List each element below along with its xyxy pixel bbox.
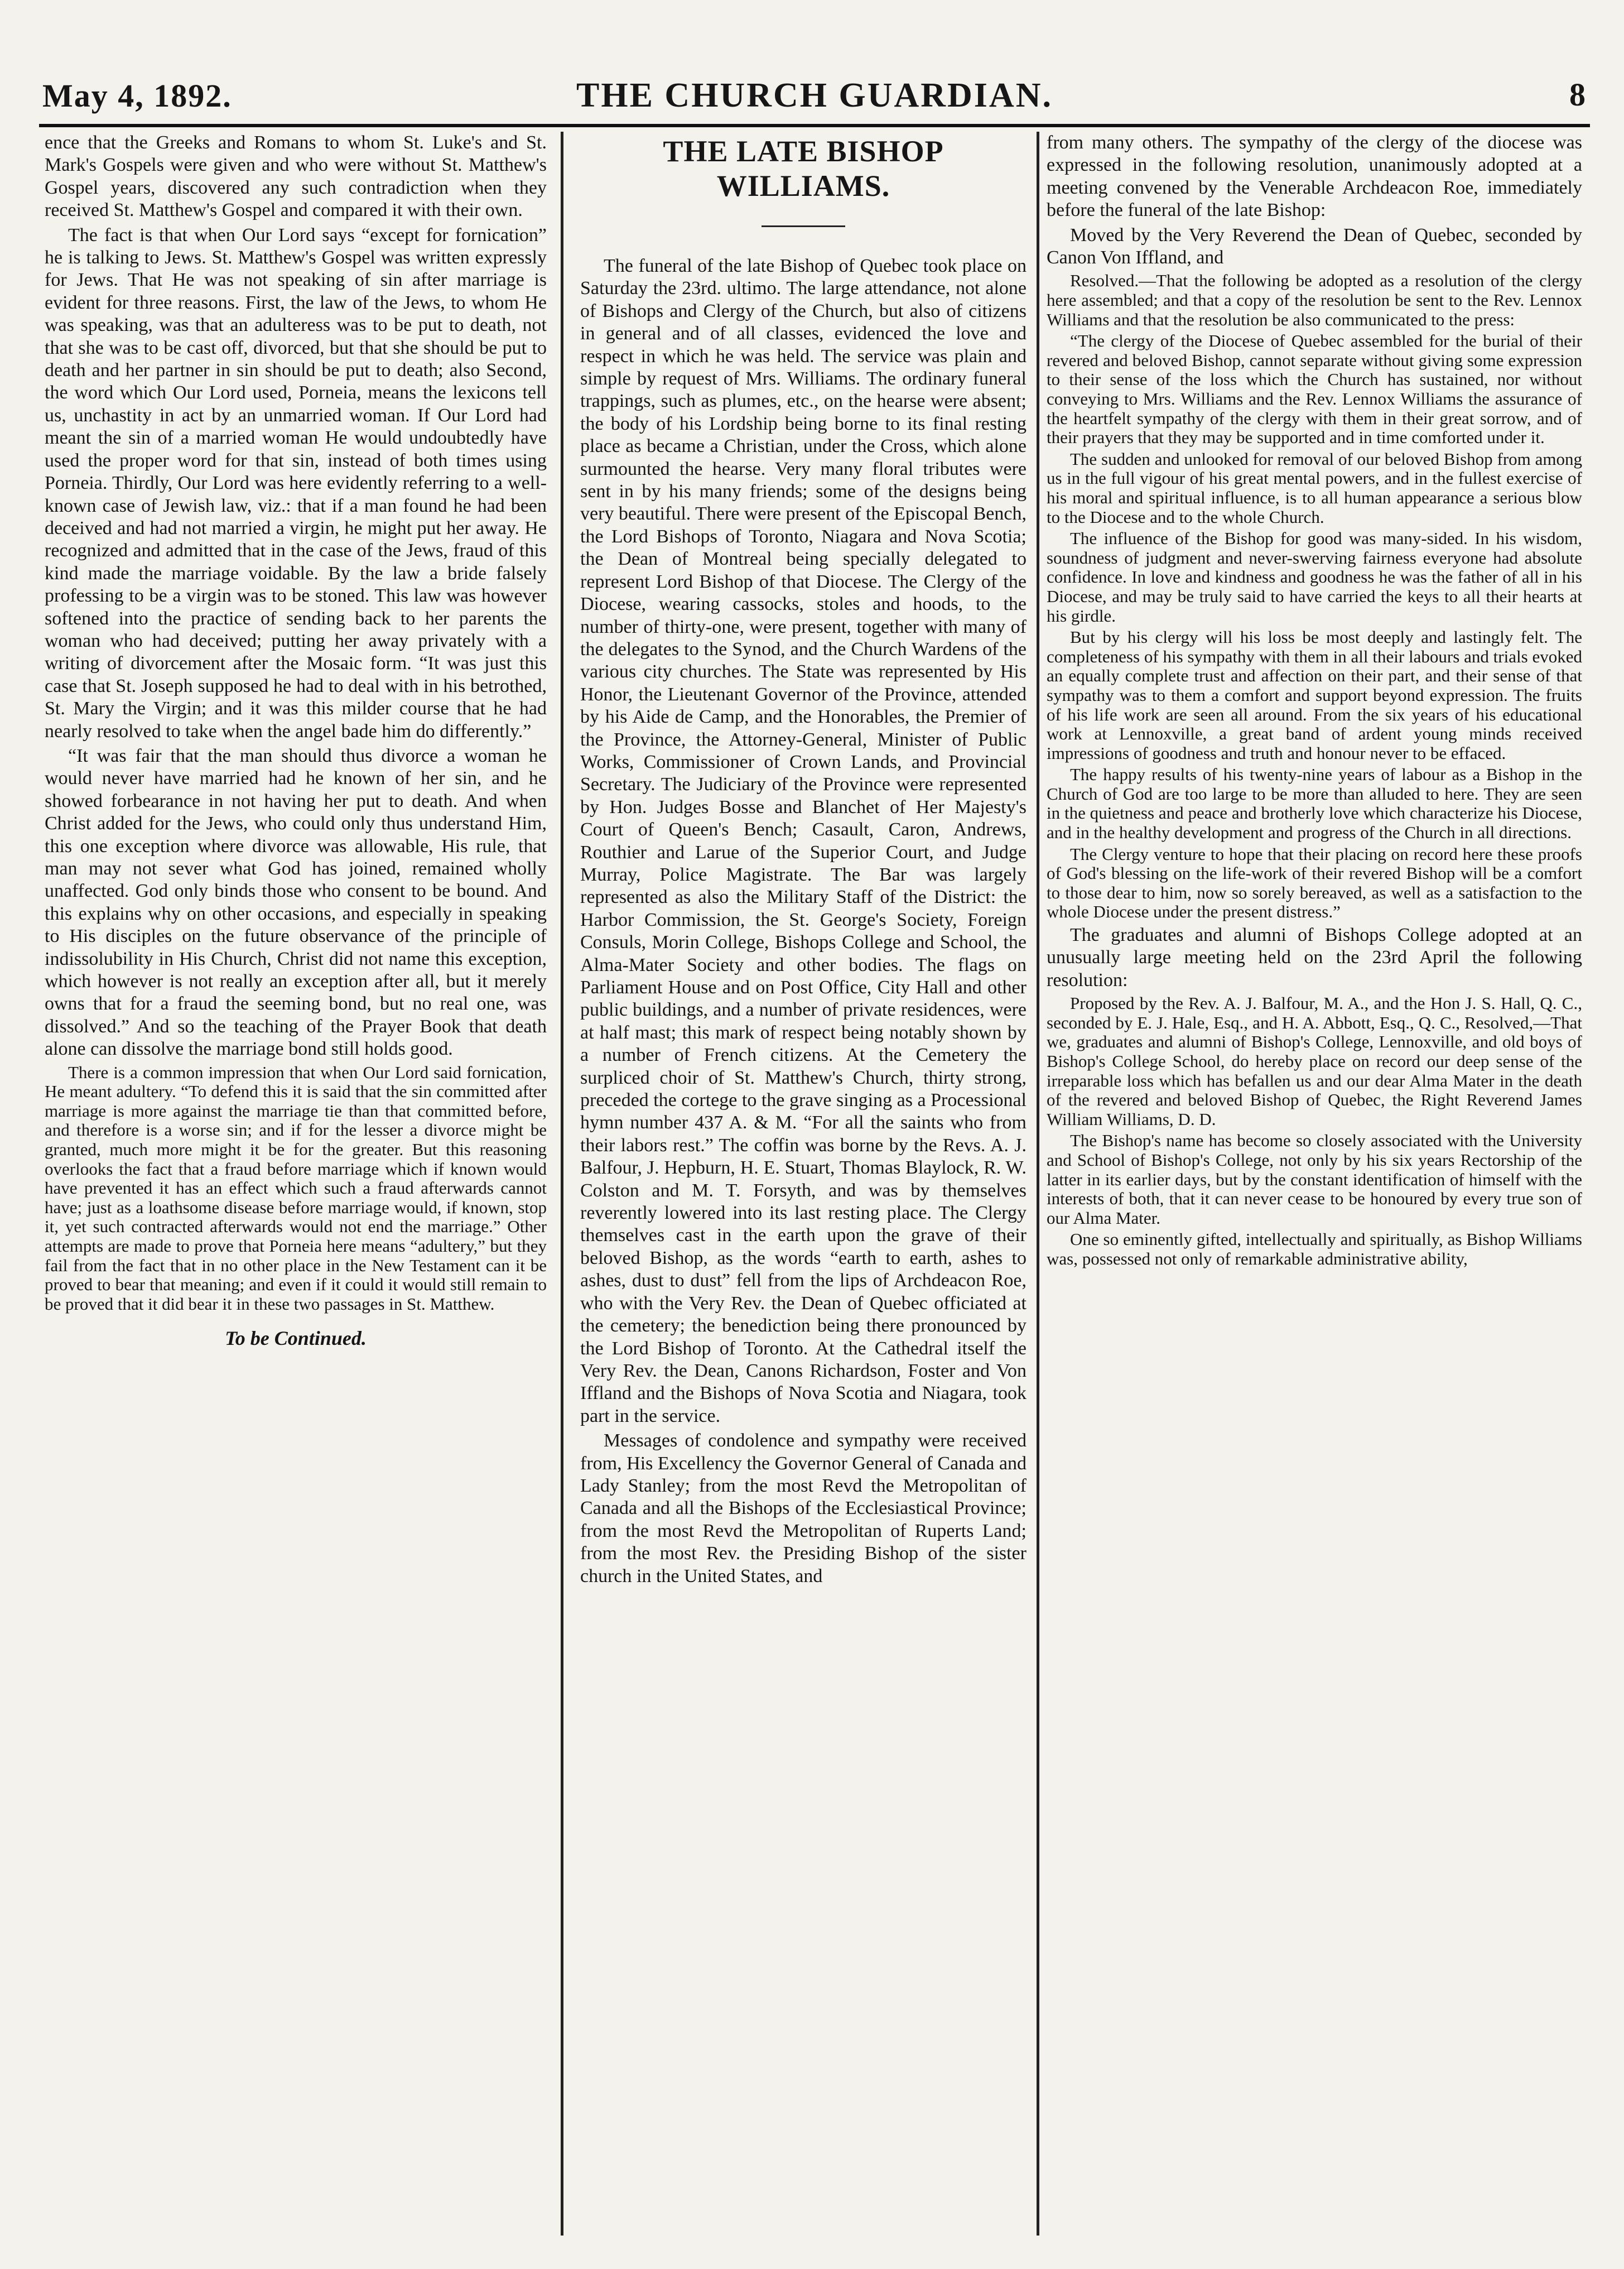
paragraph: from many others. The sympathy of the clergy of the diocese was expressed in the following resolution, unanimously adopted at a meeting convened by the Venerable Archdeacon Roe, immediately before the funeral of the late Bishop: bbox=[1047, 132, 1582, 221]
paragraph: The funeral of the late Bishop of Quebec took place on Saturday the 23rd. ultimo. The large attendance, not alone of Bishops and Clergy of the Church, but also of citizens in general and of all classes, evidenced the love and respect in which he was held. The service was plain and simple by request of Mrs. Williams. The ordinary funeral trappings, such as plumes, etc., on the hearse were absent; the body of his Lordship being borne to its final resting place as became a Christian, under the Cross, which alone surmounted the hearse. Very many floral tributes were sent in by his many friends; some of the designs being very beautiful. There were present of the Episcopal Bench, the Lord Bishops of Toronto, Niagara and Nova Scotia; the Dean of Montreal being specially delegated to represent Lord Bishop of that Diocese. The Clergy of the Diocese, wearing cassocks, stoles and hoods, to the number of thirty-one, were present, together with many of the delegates to the Synod, and the Church Wardens of the various city churches. The State was represented by His Honor, the Lieutenant Governor of the Province, attended by his Aide de Camp, and the Honorables, the Premier of the Province, the Attorney-General, Minister of Public Works, Commissioner of Crown Lands, and Provincial Secretary. The Judiciary of the Province were represented by Hon. Judges Bosse and Blanchet of Her Majesty's Court of Queen's Bench; Casault, Caron, Andrews, Routhier and Larue of the Superior Court, and Judge Murray, Police Magistrate. The Bar was largely represented as also the Military Staff of the District: the Harbor Commission, the St. George's Society, Foreign Consuls, Morin College, Bishops College and School, the Alma-Mater Society and other bodies. The flags on Parliament House and on Post Office, City Hall and other public buildings, and a number of private residences, were at half mast; this mark of respect being notably shown by a number of French citizens. At the Cemetery the surpliced choir of St. Matthew's Church, thirty strong, preceded the cortege to the grave singing as a Processional hymn number 437 A. & M. “For all the saints who from their labors rest.” The coffin was borne by the Revs. A. J. Balfour, J. Hepburn, H. E. Stuart, Thomas Blaylock, R. W. Colston and M. T. Forsyth, and was by themselves reverently lowered into its last resting place. The Clergy themselves cast in the earth upon the grave of their beloved Bishop, as the words “earth to earth, ashes to ashes, dust to dust” fell from the lips of Archdeacon Roe, who with the Very Rev. the Dean of Quebec officiated at the cemetery; the benediction being there pronounced by the Lord Bishop of Toronto. At the Cathedral itself the Very Rev. the Dean, Canons Richardson, Foster and Von Iffland and the Bishops of Nova Scotia and Niagara, took part in the service. bbox=[580, 256, 1027, 1426]
to-be-continued: To be Continued. bbox=[225, 1327, 367, 1350]
page-number: 8 bbox=[1569, 76, 1586, 113]
paragraph: The Clergy venture to hope that their placing on record here these proofs of God's blessing on the life-work of their revered Bishop will be a comfort to those dear to him, now so sorely bereaved, as well as a satisfaction to the whole Diocese under the present distress.” bbox=[1047, 844, 1582, 922]
column-divider-1 bbox=[561, 132, 563, 2236]
paragraph: But by his clergy will his loss be most deeply and lastingly felt. The completeness of his sympathy with them in all their labours and trials evoked an equally complete trust and affection on their part, and their sense of that sympathy was to them a comfort and support beyond expression. The fruits of his life work are seen all around. From the six years of his educational work at Lennoxville, a great band of ardent young minds received impressions of goodness and truth and honour never to be effaced. bbox=[1047, 627, 1582, 763]
header-rule bbox=[39, 124, 1590, 127]
paragraph: Moved by the Very Reverend the Dean of Quebec, seconded by Canon Von Iffland, and bbox=[1047, 224, 1582, 268]
paragraph: “The clergy of the Diocese of Quebec assembled for the burial of their revered and beloved Bishop, cannot separate without giving some expression to their sense of the loss which the Church has sustained, nor without conveying to Mrs. Williams and the Rev. Lennox Williams the assurance of the heartfelt sympathy of the clergy with them in their great sorrow, and of their prayers that they may be supported and in time comforted under it. bbox=[1047, 331, 1582, 448]
paragraph: The fact is that when Our Lord says “except for fornication” he is talking to Jews. St. Matthew's Gospel was written expressly for Jews. That He was not speaking of sin after marriage is evident for three reasons. First, the law of the Jews, to whom He was speaking, was that an adulteress was to be put to death, not that she was to be cast off, divorced, but that she should be put to death and her partner in sin should be put to death; also Second, the word which Our Lord used, Porneia, means the lexicons tell us, unchastity in act by an unmarried woman. If Our Lord had meant the sin of a married woman He would undoubtedly have used the proper word for that sin, instead of both times using Porneia. Thirdly, Our Lord was here evidently referring to a well-known case of Jewish law, viz.: that if a man found he had been deceived and had not married a virgin, he might put her away. He recognized and admitted that in the case of the Jews, fraud of this kind made the marriage voidable. By the law a bride falsely professing to be a virgin was to be stoned. This law was however softened into the practice of sending back to her parents the woman who had deceived; putting her away privately with a writing of divorcement after the Mosaic form. “It was just this case that St. Joseph supposed he had to deal with in his betrothed, St. Mary the Virgin; and it was this milder course that he had nearly resolved to take when the angel bade him do differently.” bbox=[45, 224, 547, 742]
paragraph: Proposed by the Rev. A. J. Balfour, M. A., and the Hon J. S. Hall, Q. C., seconded by E. J. Hale, Esq., and H. A. Abbott, Esq., Q. C., Resolved,—That we, graduates and alumni of Bishop's College, Lennoxville, and old boys of Bishop's College School, do hereby place on record our deep sense of the irreparable loss which has befallen us and our dear Alma Mater in the death of the revered and beloved Bishop of Quebec, the Right Reverend James William Williams, D. D. bbox=[1047, 993, 1582, 1129]
masthead bbox=[39, 71, 1590, 116]
paragraph: “It was fair that the man should thus divorce a woman he would never have married had he known of her sin, and he showed forbearance in not having her put to death. And when Christ added for the Jews, who could only thus understand Him, this one exception where divorce was allowable, His rule, that man may not sever what God has joined, remained wholly unaffected. God only binds those who consent to be bound. And this explains why on other occasions, and especially in speaking to His disciples on the future observance of the principle of indissolubility in His Church, Christ did not name this exception, which however is not really an exception after all, but it merely owns that for a fraud the seeming bond, but no real one, was dissolved.” And so the teaching of the Prayer Book that death alone can dissolve the marriage bond still holds good. bbox=[45, 745, 547, 1060]
newspaper-title: THE CHURCH GUARDIAN. bbox=[576, 76, 1053, 114]
column-1 bbox=[45, 132, 547, 2247]
paragraph: Resolved.—That the following be adopted as a resolution of the clergy here assembled; and that a copy of the resolution be sent to the Rev. Lennox Williams and that the resolution be also communicated to the press: bbox=[1047, 271, 1582, 329]
paragraph: There is a common impression that when Our Lord said fornication, He meant adultery. “To defend this it is said that the sin committed after marriage is more against the marriage tie than that committed before, and therefore is a worse sin; and if for the lesser a divorce might be granted, much more might it be for the greater. But this reasoning overlooks the fact that a fraud before marriage which if known would have prevented it has an effect which such a fraud afterwards cannot have; just as a loathsome disease before marriage would, if known, stop it, yet such contracted afterwards would not end the marriage.” Other attempts are made to prove that Porneia here means “adultery,” but they fail from the fact that in no other place in the New Testament can it be proved to bear that meaning; and even if it could it would still remain to be proved that it did bear it in these two passages in St. Matthew. bbox=[45, 1062, 547, 1314]
article-title: THE LATE BISHOP WILLIAMS. bbox=[663, 134, 944, 203]
paragraph: One so eminently gifted, intellectually and spiritually, as Bishop Williams was, possessed not only of remarkable administrative ability, bbox=[1047, 1229, 1582, 1268]
paragraph: ence that the Greeks and Romans to whom St. Luke's and St. Mark's Gospels were given and who were without St. Matthew's Gospel years, discovered any such contradiction when they received St. Matthew's Gospel and compared it with their own. bbox=[45, 132, 547, 221]
issue-date: May 4, 1892. bbox=[42, 78, 232, 114]
column-2 bbox=[580, 132, 1027, 2247]
paragraph: The sudden and unlooked for removal of our beloved Bishop from among us in the full vigour of his great mental powers, and in the fullest exercise of his moral and spiritual influence, is to all human appearance a serious blow to the Diocese and to the whole Church. bbox=[1047, 449, 1582, 527]
column-divider-2 bbox=[1037, 132, 1039, 2236]
paragraph: The influence of the Bishop for good was many-sided. In his wisdom, soundness of judgment and never-swerving fairness everyone had absolute confidence. In love and kindness and goodness he was the father of all in his Diocese, and may be truly said to have carried the keys to all their hearts at his girdle. bbox=[1047, 528, 1582, 626]
paragraph: The happy results of his twenty-nine years of labour as a Bishop in the Church of God are too large to be more than alluded to here. They are seen in the quietness and peace and brotherly love which characterize his Diocese, and in the healthy development and progress of the Church in all directions. bbox=[1047, 765, 1582, 843]
paragraph: The Bishop's name has become so closely associated with the University and School of Bishop's College, not only by his six years Rectorship of the latter in its earlier days, but by the constant identification of himself with the interests of both, that it can never cease to be honoured by every true son of our Alma Mater. bbox=[1047, 1131, 1582, 1228]
title-rule bbox=[762, 225, 845, 227]
column-3 bbox=[1047, 132, 1582, 2247]
paragraph: Messages of condolence and sympathy were received from, His Excellency the Governor General of Canada and Lady Stanley; from the most Revd the Metropolitan of Canada and all the Bishops of the Ecclesiastical Province; from the most Revd the Metropolitan of Ruperts Land; from the most Rev. the Presiding Bishop of the sister church in the United States, and bbox=[580, 1430, 1027, 1587]
paragraph: The graduates and alumni of Bishops College adopted at an unusually large meeting held on the 23rd April the following resolution: bbox=[1047, 925, 1582, 991]
